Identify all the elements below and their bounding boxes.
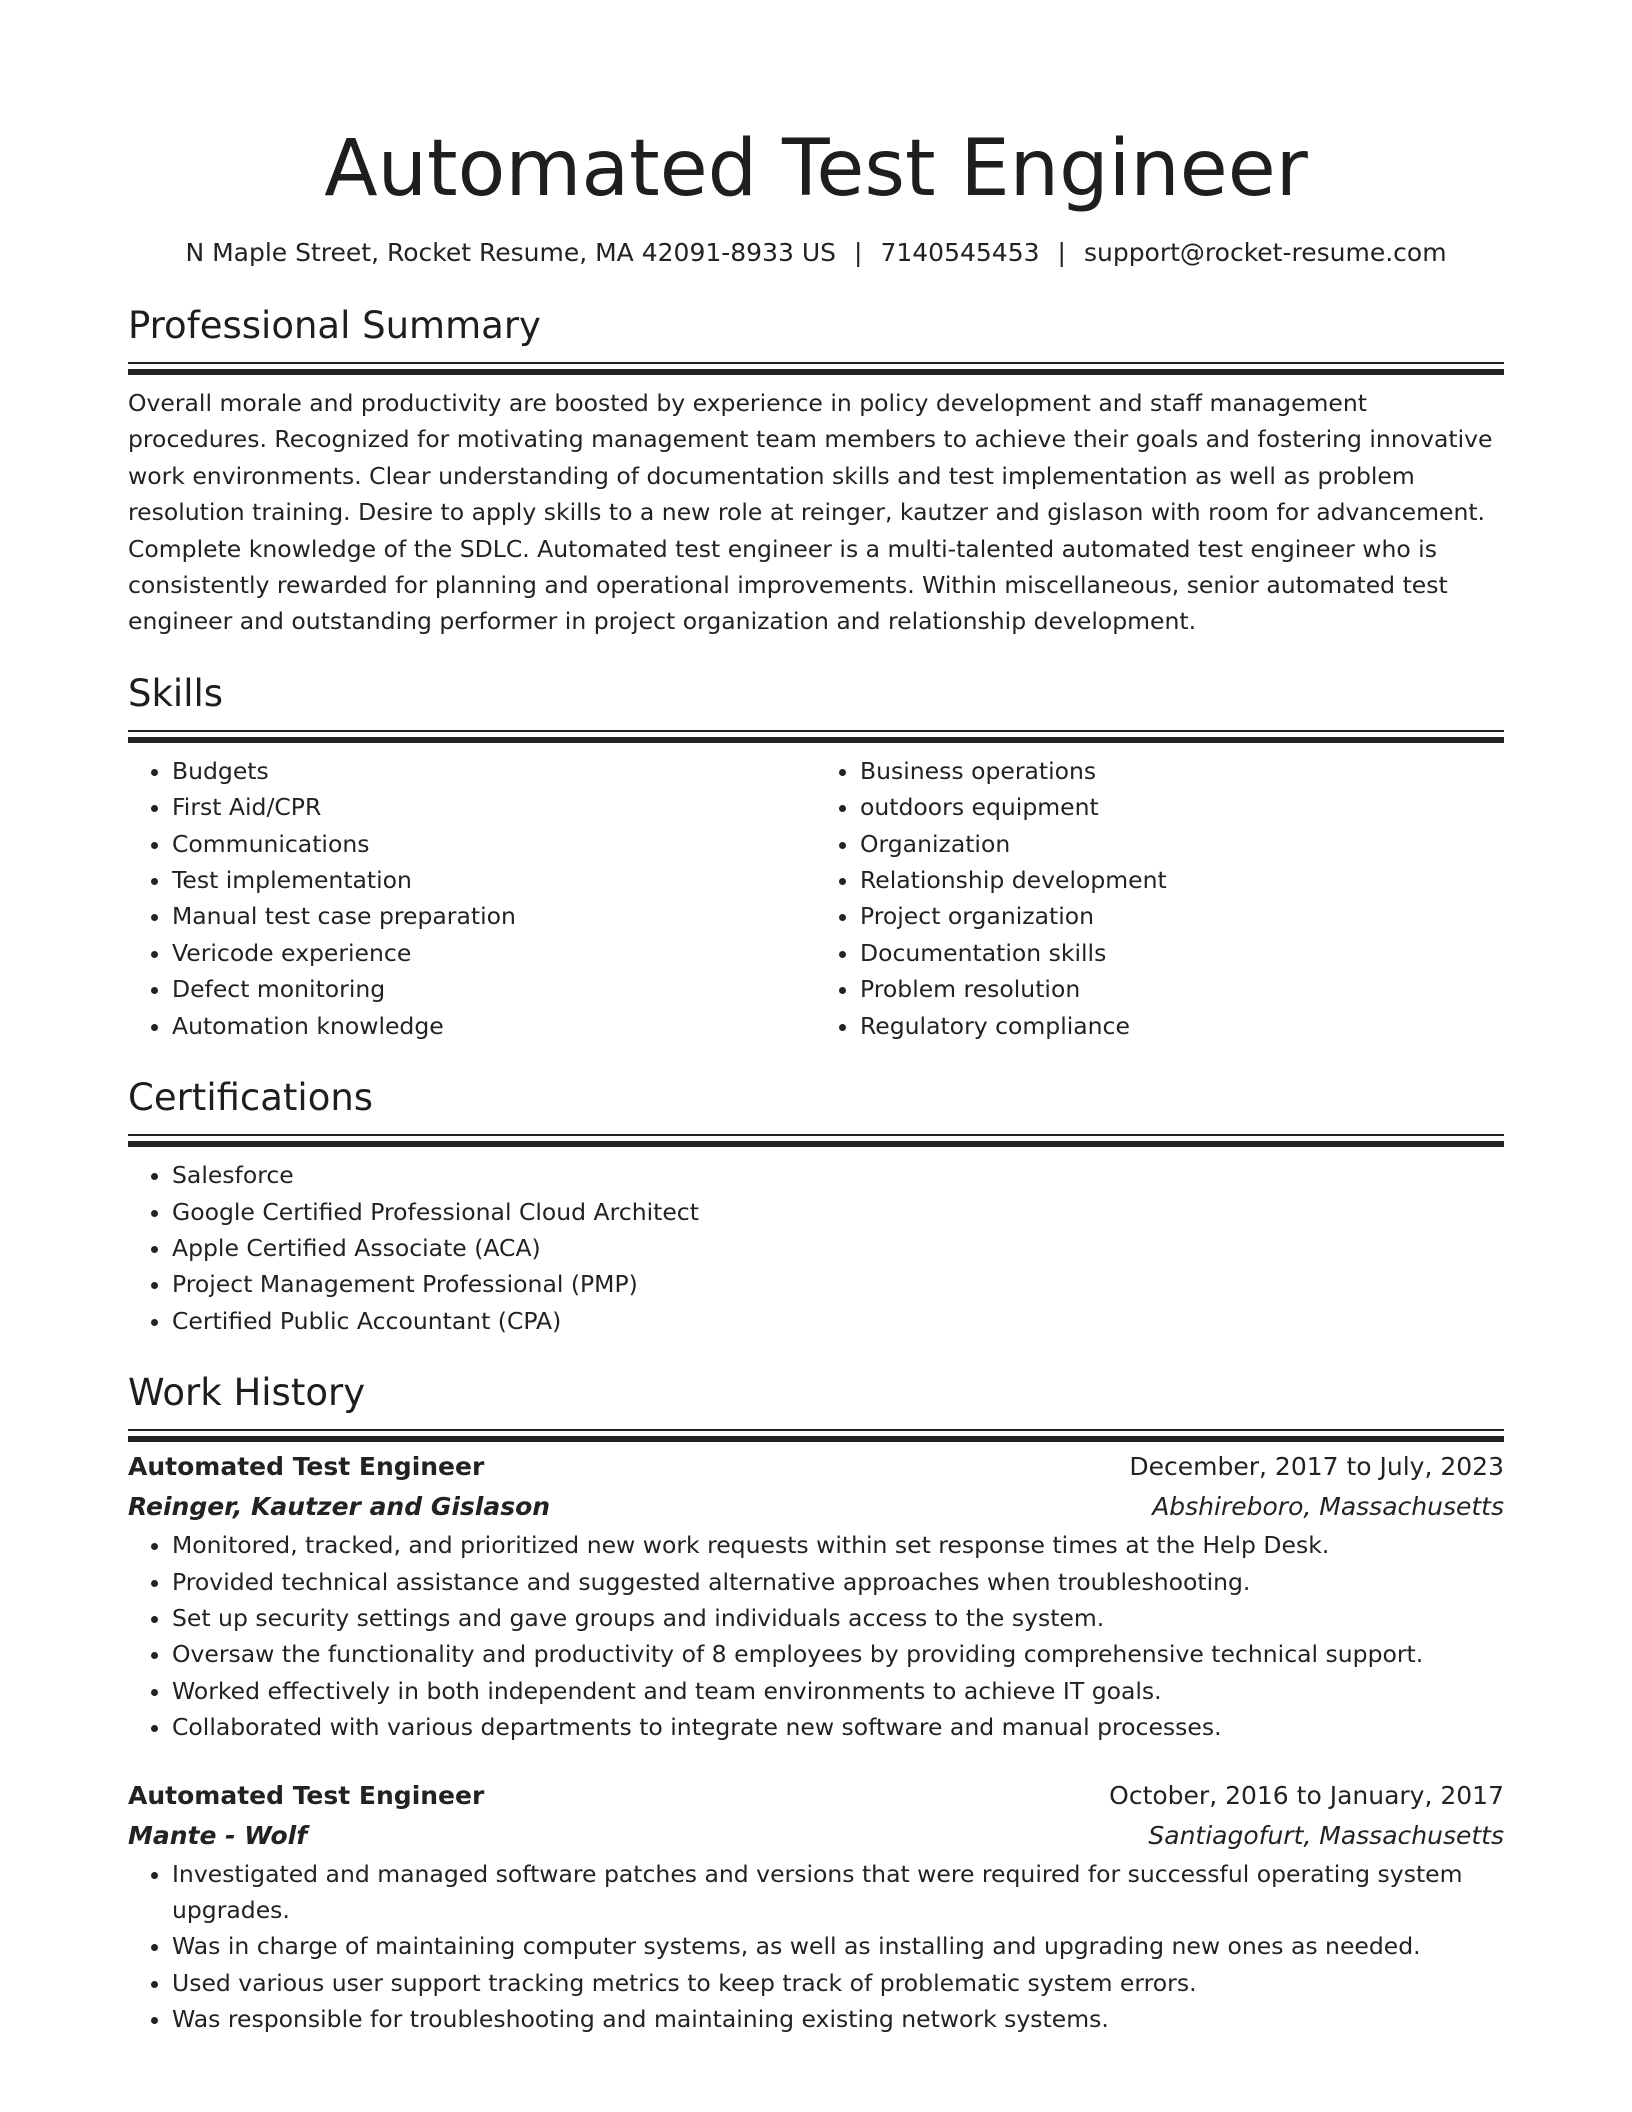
skills-section (128, 670, 1504, 1044)
skill-item: • Budgets (172, 753, 816, 789)
skill-item: • Automation knowledge (172, 1008, 816, 1044)
skill-item: • Project organization (860, 898, 1504, 934)
job-bullet: • Oversaw the functionality and productivity of 8 employees by providing comprehensive technical support. (172, 1636, 1504, 1672)
section-title-summary: Professional Summary (128, 304, 541, 347)
certification-item: • Apple Certified Associate (ACA) (172, 1230, 1504, 1266)
skills-list-left (128, 753, 816, 1044)
skill-item: • Business operations (860, 753, 1504, 789)
job-entry (128, 1447, 1504, 1745)
job-location: Abshireboro, Massachusetts (1152, 1492, 1504, 1522)
certifications-list (128, 1157, 1504, 1339)
contact-address: N Maple Street, Rocket Resume, MA 42091-8933 US (185, 238, 837, 267)
skill-item: • Organization (860, 826, 1504, 862)
skill-item: • Documentation skills (860, 935, 1504, 971)
resume-name: Automated Test Engineer (324, 124, 1308, 214)
job-dates: October, 2016 to January, 2017 (1109, 1780, 1504, 1810)
job-entry (128, 1776, 1504, 2038)
skill-item: • Defect monitoring (172, 971, 816, 1007)
skill-item: • Manual test case preparation (172, 898, 816, 934)
certification-item: • Certified Public Accountant (CPA) (172, 1303, 1504, 1339)
job-bullet: • Provided technical assistance and suggested alternative approaches when troubleshooting. (172, 1564, 1504, 1600)
job-title: Automated Test Engineer (128, 1452, 485, 1482)
section-title-certifications: Certifications (128, 1076, 374, 1120)
certifications-section (128, 1074, 1504, 1339)
section-title-skills: Skills (128, 671, 224, 715)
job-bullet: • Investigated and managed software patches and versions that were required for successful operating system upgrades. (172, 1856, 1504, 1929)
section-title-work-history: Work History (128, 1371, 366, 1415)
skill-item: • outdoors equipment (860, 789, 1504, 825)
job-location: Santiagofurt, Massachusetts (1148, 1820, 1504, 1850)
section-divider (128, 1134, 1504, 1136)
summary-section (128, 302, 1504, 640)
job-company: Mante - Wolf (128, 1820, 308, 1850)
skill-item: • Vericode experience (172, 935, 816, 971)
contact-email: support@rocket-resume.com (1083, 238, 1447, 267)
job-bullet: • Used various user support tracking metrics to keep track of problematic system errors. (172, 1965, 1504, 2001)
contact-line (128, 236, 1504, 270)
job-dates: December, 2017 to July, 2023 (1129, 1452, 1504, 1482)
contact-separator: | (854, 238, 863, 267)
job-bullet: • Worked effectively in both independent and team environments to achieve IT goals. (172, 1673, 1504, 1709)
job-title: Automated Test Engineer (128, 1780, 485, 1810)
skill-item: • Communications (172, 826, 816, 862)
job-bullet: • Collaborated with various departments to integrate new software and manual processes. (172, 1709, 1504, 1745)
certification-item: • Google Certified Professional Cloud Architect (172, 1194, 1504, 1230)
work-history-section (128, 1369, 1504, 2037)
job-bullet: • Was in charge of maintaining computer systems, as well as installing and upgrading new ones as needed. (172, 1928, 1504, 1964)
job-bullets (128, 1856, 1504, 2038)
skill-item: • Relationship development (860, 862, 1504, 898)
skill-item: • Problem resolution (860, 971, 1504, 1007)
job-bullet: • Monitored, tracked, and prioritized new work requests within set response times at the Help Desk. (172, 1527, 1504, 1563)
skill-item: • First Aid/CPR (172, 789, 816, 825)
job-bullet: • Was responsible for troubleshooting and maintaining existing network systems. (172, 2001, 1504, 2037)
contact-separator: | (1057, 238, 1066, 267)
section-divider (128, 1429, 1504, 1431)
skills-list-right (816, 753, 1504, 1044)
certification-item: • Salesforce (172, 1157, 1504, 1193)
certification-item: • Project Management Professional (PMP) (172, 1266, 1504, 1302)
job-company: Reinger, Kautzer and Gislason (128, 1492, 551, 1522)
job-bullet: • Set up security settings and gave groups and individuals access to the system. (172, 1600, 1504, 1636)
section-divider (128, 730, 1504, 732)
summary-text: Overall morale and productivity are boosted by experience in policy development and staff management procedures. Recognized for motivating management team members to achieve their goals and fostering innovative work environments. Clear understanding of documentation skills and test implementation as well as problem resolution training. Desire to apply skills to a new role at reinger, kautzer and gislason with room for advancement. Complete knowledge of the SDLC. Automated test engineer is a multi-talented automated test engineer who is consistently rewarded for planning and operational improvements. Within miscellaneous, senior automated test engineer and outstanding performer in project organization and relationship development. (128, 389, 1493, 636)
skill-item: • Regulatory compliance (860, 1008, 1504, 1044)
section-divider (128, 362, 1504, 364)
skill-item: • Test implementation (172, 862, 816, 898)
contact-phone: 7140545453 (880, 238, 1040, 267)
job-bullets (128, 1527, 1504, 1745)
